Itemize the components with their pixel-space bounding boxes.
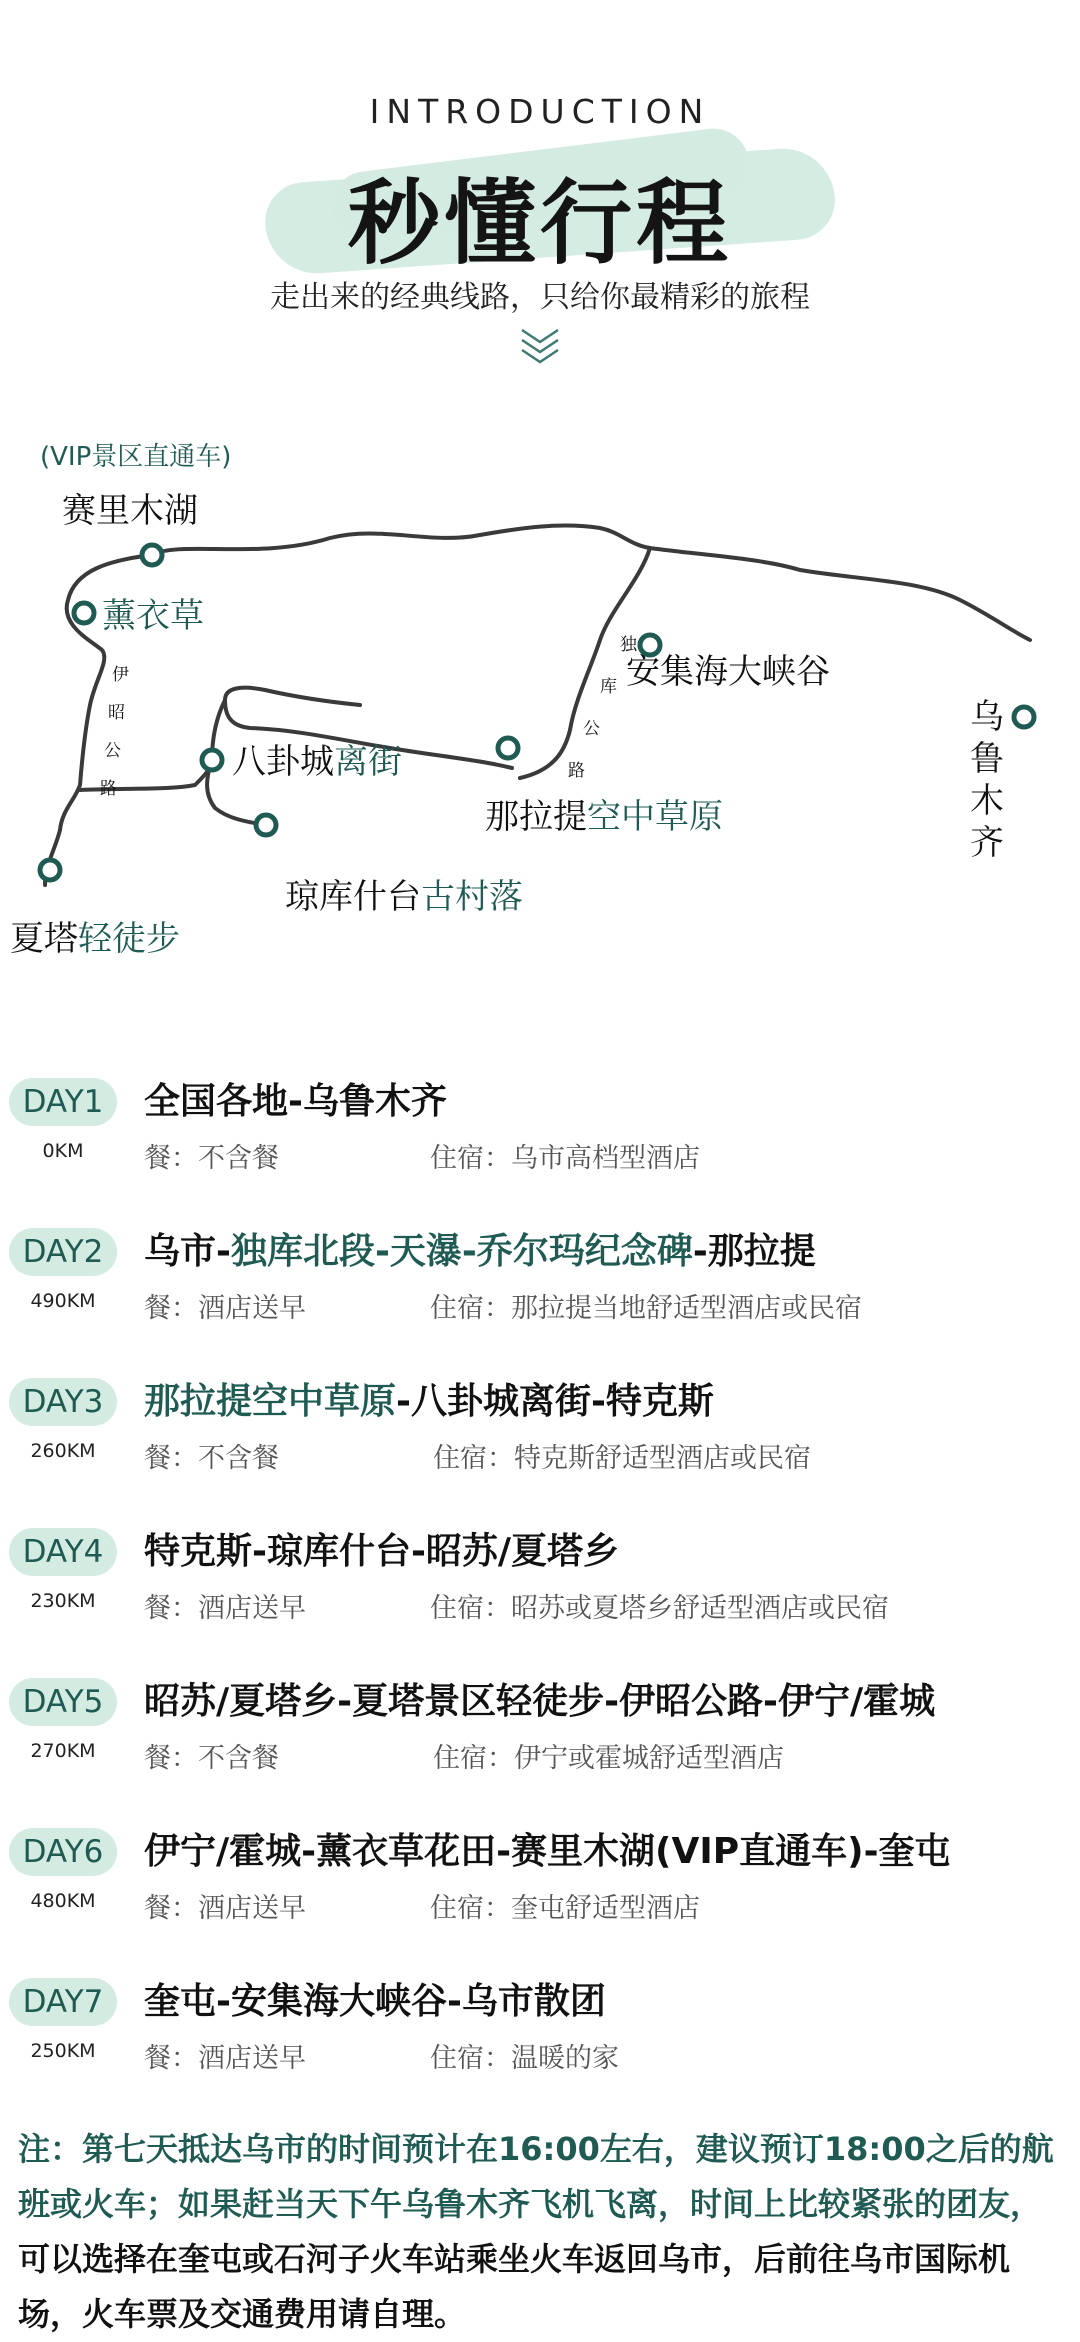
map-label-lavender: 薰衣草: [102, 596, 204, 636]
day-distance: 480KM: [30, 1890, 96, 1912]
route-seg: 奎屯-安集海大峡谷-乌市散团: [144, 1981, 606, 2022]
route-seg: 昭苏/夏塔乡-夏塔景区轻徒步-伊昭公路-伊宁/霍城: [144, 1681, 936, 1722]
day-distance: 230KM: [30, 1590, 96, 1612]
duku-char-4: 路: [568, 761, 585, 781]
meal-value: 酒店送早: [198, 2043, 306, 2074]
map-marker-lavender: [74, 603, 94, 623]
route-seg: 全国各地-乌鲁木齐: [144, 1081, 447, 1122]
meal-value: 酒店送早: [198, 1293, 306, 1324]
route-seg: -那拉提: [692, 1231, 816, 1272]
map-marker-sailimu: [142, 545, 162, 565]
day-route: [144, 1678, 935, 1726]
note-part-2: 可以选择在奎屯或石河子火车站乘坐火车返回乌市，后前往乌市国际机场，火车票及交通费用请自理。: [18, 2240, 1011, 2333]
yizhao-char-2: 昭: [108, 703, 125, 723]
day-badge: DAY1: [9, 1078, 117, 1126]
yizhao-char-1: 伊: [112, 665, 129, 685]
page-subtitle: 走出来的经典线路，只给你最精彩的旅程: [270, 280, 810, 315]
stay-label: 住宿：: [430, 1593, 511, 1624]
duku-char-2: 库: [600, 677, 617, 697]
day-distance: 0KM: [42, 1140, 84, 1162]
map-label-xiata: [10, 919, 180, 959]
map-marker-xiata: [40, 860, 60, 880]
stay-label: 住宿：: [433, 1443, 514, 1474]
day-badge: DAY7: [9, 1978, 117, 2026]
map-marker-urumqi: [1014, 707, 1034, 727]
stay-label: 住宿：: [430, 2043, 511, 2074]
meal-label: 餐：: [144, 1593, 198, 1624]
day-stay: [430, 1286, 862, 1325]
route-seg: -八卦城离街-特克斯: [396, 1381, 714, 1422]
day-meal: [144, 2036, 306, 2075]
note-part-1: 注：第七天抵达乌市的时间预计在16:00左右，建议预订18:00之后的航班或火车；如果赶当天下午乌鲁木齐飞机飞离，时间上比较紧张的团友，: [18, 2130, 1054, 2223]
stay-label: 住宿：: [430, 1893, 511, 1924]
stay-value: 温暖的家: [511, 2043, 619, 2074]
map-label-qiongku-b: 古村落: [421, 877, 523, 917]
stay-value: 奎屯舒适型酒店: [511, 1893, 700, 1924]
map-marker-bagua: [202, 750, 222, 770]
day-route: [144, 1978, 606, 2026]
day-badge: DAY3: [9, 1378, 117, 1426]
map-label-urumqi: [970, 697, 1004, 863]
map-label-urumqi-3: 木: [970, 781, 1004, 821]
yizhao-char-3: 公: [104, 741, 121, 761]
day-meal: [144, 1886, 306, 1925]
map-label-urumqi-4: 齐: [970, 823, 1004, 863]
duku-char-3: 公: [583, 719, 600, 739]
stay-value: 特克斯舒适型酒店或民宿: [514, 1443, 811, 1474]
day-meal: [144, 1436, 279, 1475]
map-label-urumqi-1: 乌: [970, 697, 1004, 737]
day-badge: DAY2: [9, 1228, 117, 1276]
day-stay: [430, 1136, 700, 1175]
day-stay: [433, 1736, 784, 1775]
map-label-qiongku: [285, 877, 523, 917]
page-title: 秒懂行程: [347, 170, 732, 277]
day-stay: [430, 2036, 619, 2075]
road-north: [152, 526, 1030, 640]
stay-label: 住宿：: [433, 1743, 514, 1774]
map-label-xiata-b: 轻徒步: [78, 919, 180, 959]
meal-value: 酒店送早: [198, 1893, 306, 1924]
day-meal: [144, 1736, 279, 1775]
meal-label: 餐：: [144, 1143, 198, 1174]
day-meal: [144, 1136, 279, 1175]
intro-label: INTRODUCTION: [369, 92, 711, 131]
map-label-bagua-b: 离街: [334, 742, 402, 782]
meal-label: 餐：: [144, 2043, 198, 2074]
day-stay: [430, 1586, 889, 1625]
stay-value: 伊宁或霍城舒适型酒店: [514, 1743, 784, 1774]
meal-label: 餐：: [144, 1743, 198, 1774]
map-label-bagua-a: 八卦城: [232, 742, 334, 782]
day-stay: [430, 1886, 700, 1925]
stay-value: 昭苏或夏塔乡舒适型酒店或民宿: [511, 1593, 889, 1624]
map-label-sailimu: 赛里木湖: [62, 491, 198, 531]
map-label-urumqi-2: 鲁: [970, 739, 1004, 779]
meal-label: 餐：: [144, 1293, 198, 1324]
meal-label: 餐：: [144, 1893, 198, 1924]
meal-value: 不含餐: [198, 1443, 279, 1474]
stay-value: 乌市高档型酒店: [511, 1143, 700, 1174]
day-distance: 270KM: [30, 1740, 96, 1762]
route-seg-highlight: 独库北段-天瀑-乔尔玛纪念碑: [230, 1231, 693, 1272]
day-distance: 250KM: [30, 2040, 96, 2062]
day-meal: [144, 1286, 306, 1325]
day-badge: DAY4: [9, 1528, 117, 1576]
route-seg: 乌市-: [144, 1231, 231, 1272]
day-meal: [144, 1586, 306, 1625]
route-seg: 特克斯-琼库什台-昭苏/夏塔乡: [144, 1531, 620, 1572]
day-route: [144, 1228, 816, 1276]
map-vip-note: (VIP景区直通车): [40, 442, 232, 472]
route-seg: 伊宁/霍城-薰衣草花田-赛里木湖(VIP直通车)-奎屯: [144, 1831, 951, 1872]
yizhao-char-4: 路: [100, 779, 117, 799]
itinerary-note: [18, 2122, 1063, 2342]
route-map: [0, 430, 1080, 990]
day-badge: DAY5: [9, 1678, 117, 1726]
day-route: [144, 1528, 619, 1576]
meal-value: 酒店送早: [198, 1593, 306, 1624]
map-label-nalati: [485, 797, 723, 837]
meal-value: 不含餐: [198, 1743, 279, 1774]
map-marker-qiongku: [256, 815, 276, 835]
map-label-nalati-b: 空中草原: [587, 797, 723, 837]
stay-value: 那拉提当地舒适型酒店或民宿: [511, 1293, 862, 1324]
day-route: [144, 1828, 951, 1876]
map-label-anjihai: 安集海大峡谷: [626, 652, 830, 692]
meal-label: 餐：: [144, 1443, 198, 1474]
map-label-xiata-a: 夏塔: [10, 919, 78, 959]
stay-label: 住宿：: [430, 1143, 511, 1174]
map-label-bagua: [232, 742, 402, 782]
map-label-qiongku-a: 琼库什台: [285, 877, 421, 917]
route-seg-highlight: 那拉提空中草原: [144, 1381, 397, 1422]
day-badge: DAY6: [9, 1828, 117, 1876]
day-route: [144, 1378, 714, 1426]
chevron-down-icon: [518, 322, 562, 366]
map-marker-nalati: [498, 738, 518, 758]
duku-char-1: 独: [620, 635, 637, 655]
meal-value: 不含餐: [198, 1143, 279, 1174]
day-distance: 260KM: [30, 1440, 96, 1462]
map-label-nalati-a: 那拉提: [485, 797, 587, 837]
map-label-yizhao-road: [100, 665, 129, 799]
day-stay: [433, 1436, 811, 1475]
day-route: [144, 1078, 447, 1126]
day-distance: 490KM: [30, 1290, 96, 1312]
stay-label: 住宿：: [430, 1293, 511, 1324]
